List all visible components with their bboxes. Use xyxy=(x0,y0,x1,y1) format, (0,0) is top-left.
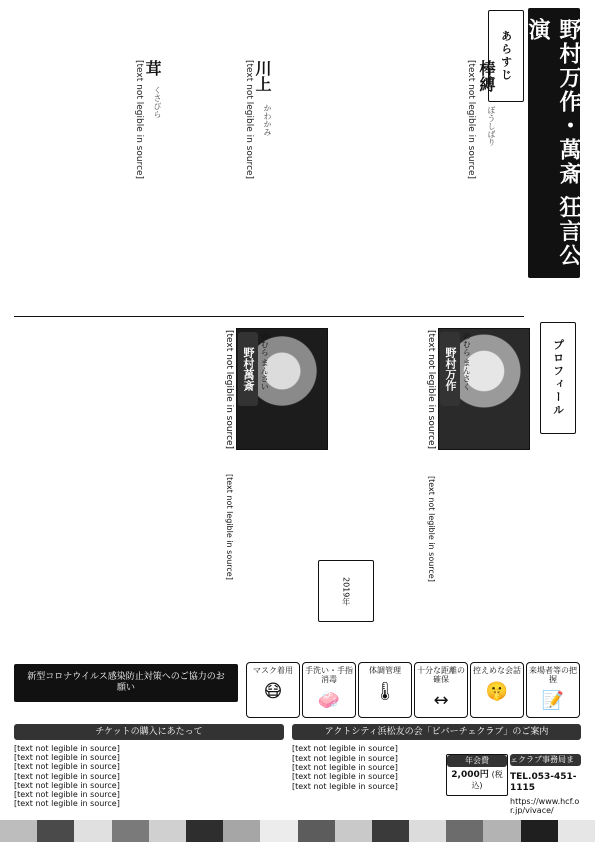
membership-intro: [text not legible in source] xyxy=(292,744,398,753)
membership-contact xyxy=(510,746,581,816)
footer-stripe-segment xyxy=(186,820,223,842)
synopsis-item-1 xyxy=(280,60,510,310)
footer-stripe xyxy=(0,820,595,842)
year-note-box xyxy=(318,560,374,622)
footer-stripe-segment xyxy=(260,820,297,842)
contact-tel[interactable]: TEL.053-451-1115 xyxy=(510,772,577,793)
footer-stripe-segment xyxy=(112,820,149,842)
synopsis-text: [text not legible in source] xyxy=(134,60,144,180)
tickets-panel xyxy=(14,724,284,816)
footer-stripe-segment xyxy=(0,820,37,842)
synopsis-furigana: くさびら xyxy=(153,86,162,118)
handwash-icon: 🧼 xyxy=(317,689,341,711)
bio-extra-text: [text not legible in source] xyxy=(225,474,234,580)
synopsis-title: 棒縛 xyxy=(477,60,496,92)
covid-icons-row xyxy=(246,662,580,716)
name-furigana: のむら まんさい xyxy=(260,332,270,391)
section-divider xyxy=(14,316,524,317)
quiet-talk-icon: 🤫 xyxy=(485,680,509,702)
synopsis-furigana: かわかみ xyxy=(263,104,272,136)
tickets-header: チケットの購入にあたって xyxy=(14,724,284,740)
membership-benefit: [text not legible in source] xyxy=(292,754,398,763)
name-plate: 野村万作 xyxy=(440,332,460,406)
synopsis-title: 川上 xyxy=(253,60,272,92)
covid-item-quiet xyxy=(470,662,524,718)
synopsis-furigana: ぼうしばり xyxy=(487,106,496,146)
synopsis-item-2 xyxy=(170,60,280,310)
footer-stripe-segment xyxy=(74,820,111,842)
bio-extra-text: [text not legible in source] xyxy=(427,476,436,582)
distance-icon: ↔ xyxy=(433,689,449,711)
contact-header: 詳しくはビバーチェクラブ事務局まで xyxy=(510,754,581,766)
profile-bio-2-extra xyxy=(20,474,234,624)
ticket-bullet: [text not legible in source] xyxy=(14,771,120,781)
membership-benefit: [text not legible in source] xyxy=(292,781,398,791)
synopsis-text: [text not legible in source] xyxy=(466,60,476,180)
synopsis-text: [text not legible in source] xyxy=(244,60,254,180)
covid-item-distance xyxy=(414,662,468,718)
title-block xyxy=(525,8,582,278)
profile-card-2 xyxy=(236,328,326,468)
footer-stripe-segment xyxy=(521,820,558,842)
year-note: 2019年 xyxy=(341,576,351,606)
membership-fee xyxy=(446,754,508,796)
covid-item-register xyxy=(526,662,580,718)
footer-stripe-segment xyxy=(483,820,520,842)
bio-text: [text not legible in source] xyxy=(426,330,436,450)
covid-item-label: マスク着用 xyxy=(253,666,293,675)
synopsis-label: あらすじ xyxy=(499,30,513,82)
covid-banner xyxy=(14,664,238,702)
covid-item-label: 来場者等の把握 xyxy=(529,666,577,685)
ticket-bullet: [text not legible in source] xyxy=(14,762,120,772)
membership-benefits xyxy=(292,754,442,791)
synopsis-title: 茸 xyxy=(143,60,162,76)
footer-stripe-segment xyxy=(558,820,595,842)
covid-banner-text: 新型コロナウイルス感染防止対策へのご協力のお願い xyxy=(27,672,225,693)
footer-stripe-segment xyxy=(335,820,372,842)
covid-item-label: 手洗い・手指消毒 xyxy=(305,666,353,685)
mask-icon: 😷 xyxy=(263,680,283,702)
contact-url[interactable]: https://www.hcf.or.jp/vivace/ xyxy=(510,796,580,815)
membership-benefit: [text not legible in source] xyxy=(292,763,398,773)
name-plate: 野村萬斎 xyxy=(238,332,258,406)
ticket-bullet: [text not legible in source] xyxy=(14,753,120,763)
covid-item-health xyxy=(358,662,412,718)
footer-stripe-segment xyxy=(223,820,260,842)
covid-item-label: 控えめな会話 xyxy=(473,666,521,675)
synopsis-item-3 xyxy=(14,60,170,310)
profile-label: プロフィール xyxy=(551,339,565,417)
fee-label: 年会費 xyxy=(447,755,507,767)
footer-stripe-segment xyxy=(149,820,186,842)
ticket-bullet: [text not legible in source] xyxy=(14,799,120,809)
profile-card-1 xyxy=(438,328,528,468)
footer-stripe-segment xyxy=(409,820,446,842)
bio-text: [text not legible in source] xyxy=(224,330,234,450)
profile-label-box xyxy=(540,322,576,434)
fee-note: (税込) xyxy=(471,770,503,790)
fee-value: 2,000円 xyxy=(451,770,489,780)
register-icon: 📝 xyxy=(541,689,565,711)
covid-item-mask xyxy=(246,662,300,718)
covid-item-label: 十分な距離の確保 xyxy=(417,666,465,685)
ticket-bullet: [text not legible in source] xyxy=(14,789,120,799)
ticket-bullet: [text not legible in source] xyxy=(14,744,120,753)
ticket-bullet: [text not legible in source] xyxy=(14,780,120,790)
thermometer-icon: 🌡 xyxy=(373,680,397,702)
footer-stripe-segment xyxy=(372,820,409,842)
footer-stripe-segment xyxy=(446,820,483,842)
page-title: 野村万作・萬斎 狂言公演 xyxy=(525,18,582,268)
membership-panel xyxy=(292,724,581,816)
membership-header: アクトシティ浜松友の会「ビバーチェクラブ」のご案内 xyxy=(292,724,581,740)
membership-benefit: [text not legible in source] xyxy=(292,772,398,782)
footer-stripe-segment xyxy=(37,820,74,842)
covid-item-handwash xyxy=(302,662,356,718)
name-furigana: のむら まんさく xyxy=(462,332,472,391)
covid-item-label: 体調管理 xyxy=(369,666,401,675)
footer-stripe-segment xyxy=(298,820,335,842)
